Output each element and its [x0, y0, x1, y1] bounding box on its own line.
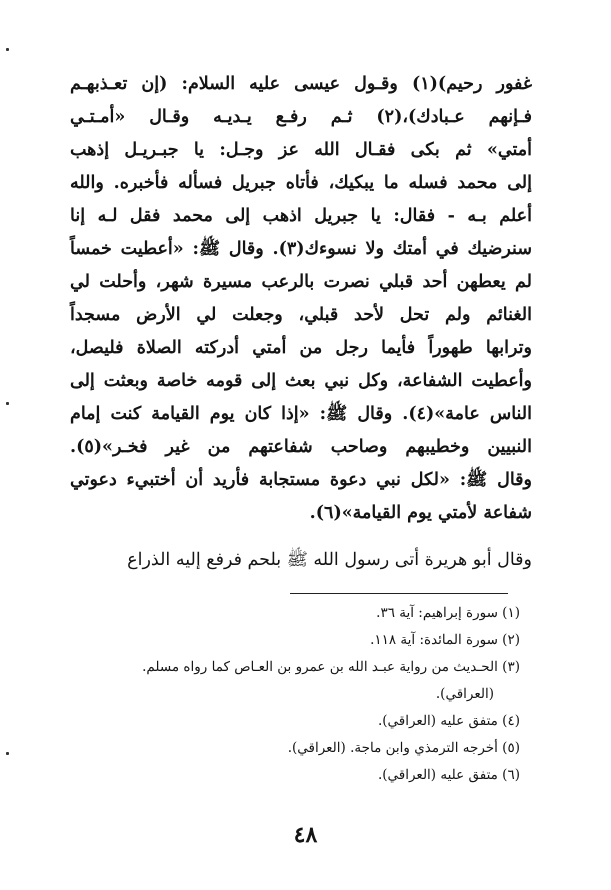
text-line: النبيين وخطيبهم وصاحب شفاعتهم من غير فخـر»(٥).	[70, 437, 532, 457]
text-line: وقال ﷺ: «لكل نبي دعوة مستجابة فأريد أن أختبيء دعوتي	[70, 470, 532, 490]
text-line: وترابها طهوراً فأيما رجل من أمتي أدركته الصلاة فليصل،	[70, 338, 532, 358]
text-line: لم يعطهن أحد قبلي نصرت بالرعب مسيرة شهر، وأحلت لي	[70, 272, 532, 292]
footnote: (١) سورة إبراهيم: آية ٣٦.	[376, 605, 520, 621]
text-line: شفاعة لأمتي يوم القيامة»(٦).	[309, 503, 532, 523]
page-number: ٤٨	[293, 822, 318, 848]
paragraph-gap	[70, 530, 532, 544]
footnote: (٥) أخرجه الترمذي وابن ماجة. (العراقي).	[287, 740, 520, 756]
footnote-continuation: (العراقي).	[435, 686, 494, 702]
text-line: الغنائم ولم تحل لأحد قبلي، وجعلت لي الأرض مسجداً	[70, 305, 532, 325]
footnote: (٣) الحـديث من رواية عبـد الله بن عمرو بن العـاص كما رواه مسلم.	[142, 659, 520, 675]
footnote: (٦) متفق عليه (العراقي).	[377, 767, 520, 783]
text-line: الناس عامة»(٤). وقال ﷺ: «إذا كان يوم القيامة كنت إمام	[70, 404, 533, 424]
text-line: أمتي» ثم بكى فقـال الله عز وجـل: يا جبـريـل إذهب	[70, 140, 532, 160]
scan-mark-middle	[6, 402, 9, 405]
text-line: إلى محمد فسله ما يبكيك، فأتاه جبريل فسأله فأخبره. والله	[70, 173, 532, 193]
footnotes	[70, 600, 520, 789]
text-line: وأعطيت الشفاعة، وكل نبي بعث إلى قومه خاصة وبعثت إلى	[70, 371, 532, 391]
main-text	[70, 68, 532, 577]
text-line: سنرضيك في أمتك ولا نسوءك(٣). وقال ﷺ: «أعطيت خمساً	[70, 239, 532, 259]
scan-mark-bottom	[6, 752, 9, 755]
text-line: فـإنهم عـبادك)،(٢) ثـم رفـع يـديـه وقـال «أمـتـي	[70, 107, 533, 127]
text-line: غفور رحيم)(١) وقـول عيسى عليه السلام: (إن تعـذبهـم	[70, 74, 532, 94]
paragraph-last-line: وقال أبو هريرة أتى رسول الله ﷺ بلحم فرفع إليه الذراع	[127, 550, 532, 570]
scan-mark-top	[6, 48, 9, 51]
footnote-separator	[290, 593, 508, 594]
footnote: (٢) سورة المائدة: آية ١١٨.	[370, 632, 520, 648]
text-line: أعلم بـه - فقال: يا جبريل اذهب إلى محمد فقل لـه إنا	[70, 206, 532, 226]
footnote: (٤) متفق عليه (العراقي).	[377, 713, 520, 729]
